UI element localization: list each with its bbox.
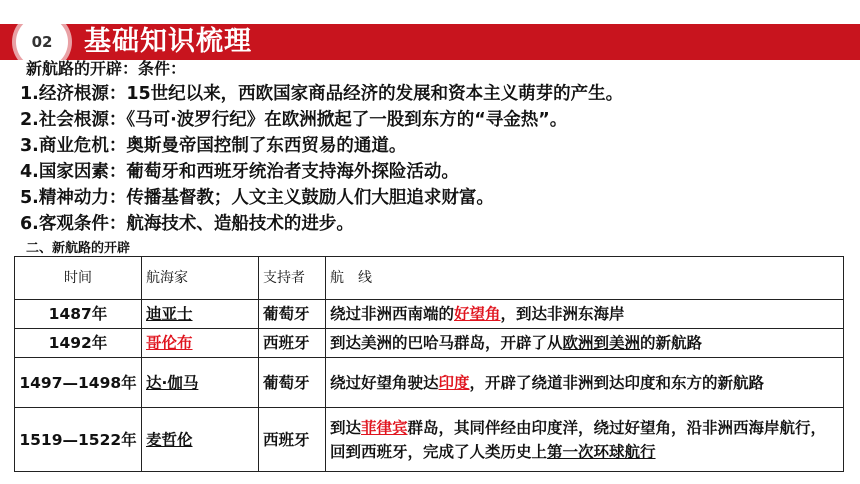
route-highlight: 菲律宾 (361, 418, 408, 437)
route-text: ，开辟了绕道非洲到达印度和东方的新航路 (469, 373, 765, 392)
route-highlight: 好望角 (454, 305, 501, 323)
voyages-table (14, 256, 844, 472)
cell-time: 1492年 (15, 329, 142, 358)
section-heading: 二、新航路的开辟 (26, 241, 131, 256)
condition-item: 2.社会根源：《马可·波罗行纪》在欧洲掀起了一股到东方的“寻金热”。 (20, 110, 568, 130)
cell-route (326, 408, 844, 472)
route-text: 的新航路 (640, 334, 703, 352)
cell-route (326, 358, 844, 408)
condition-item: 1.经济根源：15世纪以来，西欧国家商品经济的发展和资本主义萌芽的产生。 (20, 84, 624, 104)
cell-navigator: 哥伦布 (142, 329, 259, 358)
condition-item: 5.精神动力：传播基督教；人文主义鼓励人们大胆追求财富。 (20, 188, 494, 208)
cell-route (326, 300, 844, 329)
route-text: 到达 (330, 418, 362, 437)
route-highlight: 印度 (438, 373, 470, 392)
table-header-row (15, 257, 844, 300)
condition-item: 3.商业危机：奥斯曼帝国控制了东西贸易的通道。 (20, 136, 407, 156)
conditions-heading: 新航路的开辟：条件： (26, 59, 187, 78)
table-row (15, 408, 844, 472)
section-number: 02 (31, 33, 53, 51)
cell-time: 1519—1522年 (15, 408, 142, 472)
cell-route (326, 329, 844, 358)
cell-time: 1497—1498年 (15, 358, 142, 408)
header-supporter: 支持者 (259, 257, 326, 300)
table-row (15, 358, 844, 408)
route-text: 到达美洲的巴哈马群岛，开辟了从 (330, 334, 563, 352)
condition-item: 4.国家因素：葡萄牙和西班牙统治者支持海外探险活动。 (20, 162, 459, 182)
cell-supporter: 西班牙 (259, 329, 326, 358)
route-text: 群岛，其同伴经由印度洋，绕过好望角，沿非洲西海岸航行，回到西班牙，完成了人类历史上 (330, 418, 827, 461)
cell-supporter: 葡萄牙 (259, 300, 326, 329)
cell-supporter: 葡萄牙 (259, 358, 326, 408)
table-row (15, 300, 844, 329)
route-text: 绕过好望角驶达 (330, 373, 439, 392)
header-navigator: 航海家 (142, 257, 259, 300)
cell-navigator: 麦哲伦 (142, 408, 259, 472)
cell-navigator: 达·伽马 (142, 358, 259, 408)
route-highlight: 第一次环球航行 (547, 442, 656, 461)
cell-supporter: 西班牙 (259, 408, 326, 472)
route-highlight: 欧洲到美洲 (562, 334, 641, 352)
header-route: 航 线 (326, 257, 844, 300)
cell-navigator: 迪亚士 (142, 300, 259, 329)
header-time: 时间 (15, 257, 142, 300)
condition-item: 6.客观条件：航海技术、造船技术的进步。 (20, 214, 354, 234)
page-title: 基础知识梳理 (84, 26, 252, 57)
cell-time: 1487年 (15, 300, 142, 329)
route-text: 绕过非洲西南端的 (330, 305, 455, 323)
route-text: ，到达非洲东海岸 (500, 305, 625, 323)
table-row (15, 329, 844, 358)
